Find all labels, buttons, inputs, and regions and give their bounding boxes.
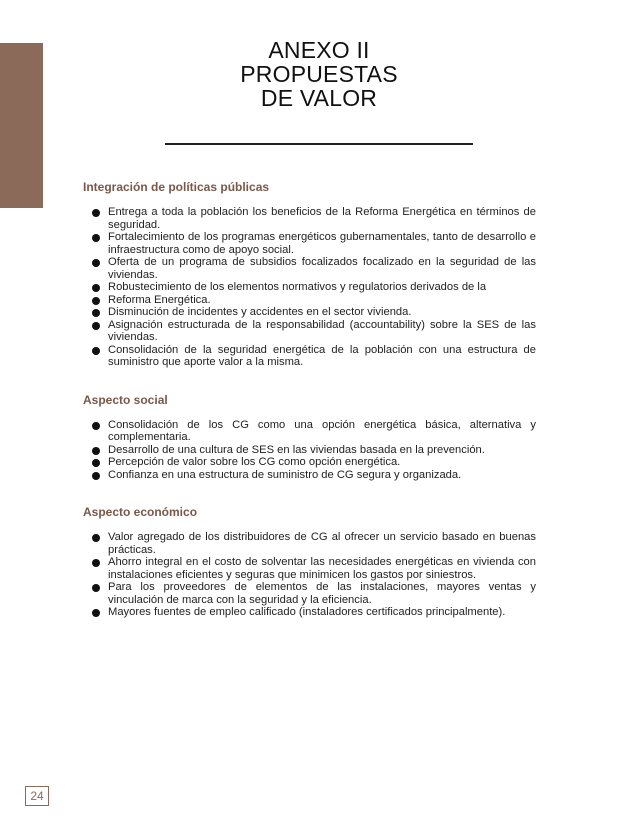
- list-item-text: Robustecimiento de los elementos normativos y regulatorios derivados de la: [108, 281, 487, 293]
- list-item: [83, 306, 536, 319]
- list-item: [83, 231, 536, 256]
- title-divider: [165, 143, 473, 145]
- list-item: [83, 581, 536, 606]
- bullet-icon: [92, 209, 100, 217]
- title-line: DE VALOR: [260, 85, 378, 111]
- list-item: [83, 281, 536, 294]
- section-politicas: [83, 180, 536, 369]
- bullet-icon: [92, 584, 100, 592]
- bullet-icon: [92, 559, 100, 567]
- side-tab-decoration: [0, 43, 43, 208]
- list-item: [83, 319, 536, 344]
- section-economico: [83, 505, 536, 619]
- list-item-text: Reforma Energética.: [108, 293, 211, 306]
- bullet-icon: [92, 447, 100, 455]
- title-line: PROPUESTAS: [240, 61, 398, 87]
- list-item-text: Oferta de un programa de subsidios focalizados focalizado en la seguridad de las viviendas.: [108, 256, 536, 281]
- list-item-text: Desarrollo de una cultura de SES en las viviendas basada en la prevención.: [108, 443, 485, 456]
- list-item-text: Disminución de incidentes y accidentes en el sector vivienda.: [108, 306, 412, 318]
- list-item: [83, 344, 536, 369]
- bullet-list: [83, 206, 536, 369]
- list-item-text: Consolidación de la seguridad energética de la población con una estructura de suministro que aporte valor a la misma.: [108, 343, 536, 368]
- content-body: [83, 180, 536, 643]
- list-item: [83, 206, 536, 231]
- list-item: [83, 444, 536, 457]
- bullet-icon: [92, 347, 100, 355]
- bullet-list: [83, 531, 536, 619]
- list-item-text: Ahorro integral en el costo de solventar las necesidades energéticas en vivienda con instalaciones eficientes y seguras que minimicen los gastos por siniestros.: [108, 556, 536, 581]
- title-line: ANEXO II: [268, 37, 370, 63]
- list-item-text: Mayores fuentes de empleo calificado (instaladores certificados principalmente).: [108, 606, 506, 618]
- page-number: 24: [25, 786, 49, 806]
- bullet-icon: [92, 309, 100, 317]
- list-item: [83, 256, 536, 281]
- list-item: [83, 556, 536, 581]
- list-item-text: Valor agregado de los distribuidores de CG al ofrecer un servicio basado en buenas prácticas.: [108, 531, 536, 556]
- bullet-icon: [92, 284, 100, 292]
- bullet-icon: [92, 609, 100, 617]
- list-item-text: Para los proveedores de elementos de las instalaciones, mayores ventas y vinculación de marca con la seguridad y la eficiencia.: [108, 581, 536, 606]
- bullet-icon: [92, 459, 100, 467]
- list-item-text: Confianza en una estructura de suministro de CG segura y organizada.: [108, 468, 462, 481]
- bullet-icon: [92, 322, 100, 330]
- list-item: [83, 606, 536, 619]
- section-heading: Aspecto social: [83, 392, 168, 407]
- list-item-text: Asignación estructurada de la responsabilidad (accountability) sobre la SES de las viviendas.: [108, 318, 536, 343]
- list-item-text: Percepción de valor sobre los CG como opción energética.: [108, 456, 401, 468]
- bullet-icon: [92, 297, 100, 305]
- list-item: [83, 456, 536, 469]
- bullet-icon: [92, 422, 100, 430]
- list-item-text: Entrega a toda la población los beneficios de la Reforma Energética en términos de seguridad.: [108, 206, 536, 231]
- section-heading: Aspecto económico: [83, 505, 198, 519]
- bullet-icon: [92, 472, 100, 480]
- bullet-icon: [92, 534, 100, 542]
- list-item-text: Consolidación de los CG como una opción energética básica, alternativa y complementaria.: [108, 418, 536, 443]
- bullet-icon: [92, 259, 100, 267]
- list-item: [83, 419, 536, 444]
- list-item: [83, 294, 536, 307]
- list-item: [83, 469, 536, 482]
- section-heading: Integración de políticas públicas: [83, 180, 270, 194]
- bullet-icon: [92, 234, 100, 242]
- section-social: [83, 393, 536, 482]
- list-item: [83, 531, 536, 556]
- page-title: [165, 38, 473, 110]
- bullet-list: [83, 419, 536, 482]
- list-item-text: Fortalecimiento de los programas energéticos gubernamentales, tanto de desarrollo e infraestructura como de apoyo social.: [108, 231, 536, 256]
